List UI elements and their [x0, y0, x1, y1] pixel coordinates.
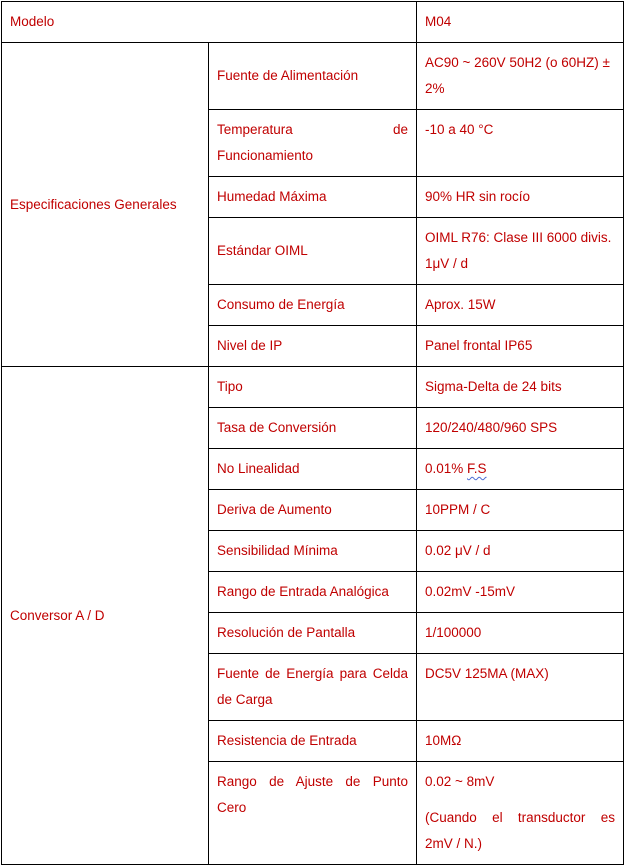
spec-label: Resolución de Pantalla — [209, 613, 417, 654]
spec-label — [209, 762, 417, 865]
spec-value: 10PPM / C — [417, 490, 624, 531]
spec-value: 10MΩ — [417, 721, 624, 762]
spec-table — [1, 1, 624, 865]
spec-label: Rango de Entrada Analógica — [209, 572, 417, 613]
spec-value: 0.02 μV / d — [417, 531, 624, 572]
spec-label: Humedad Máxima — [209, 177, 417, 218]
spec-value — [417, 449, 624, 490]
table-row — [2, 43, 624, 110]
spec-label: Nivel de IP — [209, 326, 417, 367]
group-label-converter: Conversor A / D — [2, 367, 209, 865]
spec-label — [209, 654, 417, 721]
spec-value — [417, 762, 624, 865]
model-value: M04 — [417, 2, 624, 43]
spec-value: 0.02mV -15mV — [417, 572, 624, 613]
spec-label: No Linealidad — [209, 449, 417, 490]
spec-value: Panel frontal IP65 — [417, 326, 624, 367]
spec-value: 120/240/480/960 SPS — [417, 408, 624, 449]
spec-value: Aprox. 15W — [417, 285, 624, 326]
spec-label: Tasa de Conversión — [209, 408, 417, 449]
spec-value-line: 0.02 ~ 8mV — [425, 774, 495, 789]
spec-label-line: Fuente de Energía para Celda — [217, 666, 408, 681]
spec-label — [209, 110, 417, 177]
model-label: Modelo — [2, 2, 417, 43]
group-label-general: Especificaciones Generales — [2, 43, 209, 367]
spec-value: Sigma-Delta de 24 bits — [417, 367, 624, 408]
spec-value: 90% HR sin rocío — [417, 177, 624, 218]
spec-note-line: 2mV / N.) — [425, 836, 483, 851]
spec-note — [425, 805, 615, 857]
spec-label: Sensibilidad Mínima — [209, 531, 417, 572]
table-row — [2, 367, 624, 408]
spec-label: Fuente de Alimentación — [209, 43, 417, 110]
spec-value: DC5V 125MA (MAX) — [417, 654, 624, 721]
spec-value-line: OIML R76: Clase III 6000 divis. — [425, 230, 612, 245]
spec-label-line: Funcionamiento — [217, 148, 314, 163]
spec-value-fs: F.S — [467, 461, 487, 476]
spec-label-line: Temperatura de — [217, 122, 408, 137]
spec-label: Deriva de Aumento — [209, 490, 417, 531]
spec-value-line: 1μV / d — [425, 256, 469, 271]
spec-label: Resistencia de Entrada — [209, 721, 417, 762]
spec-value: AC90 ~ 260V 50H2 (o 60HZ) ± 2% — [417, 43, 624, 110]
spec-value — [417, 218, 624, 285]
spec-value: 1/100000 — [417, 613, 624, 654]
table-row — [2, 2, 624, 43]
spec-label: Estándar OIML — [209, 218, 417, 285]
spec-value-prefix: 0.01% — [425, 461, 468, 476]
spec-label-line: Cero — [217, 800, 247, 815]
spec-label-line: de Carga — [217, 692, 273, 707]
spec-label: Consumo de Energía — [209, 285, 417, 326]
spec-label-line: Rango de Ajuste de Punto — [217, 774, 408, 789]
spec-value: -10 a 40 °C — [417, 110, 624, 177]
spec-note-line: (Cuando el transductor es — [425, 810, 615, 825]
spec-label: Tipo — [209, 367, 417, 408]
